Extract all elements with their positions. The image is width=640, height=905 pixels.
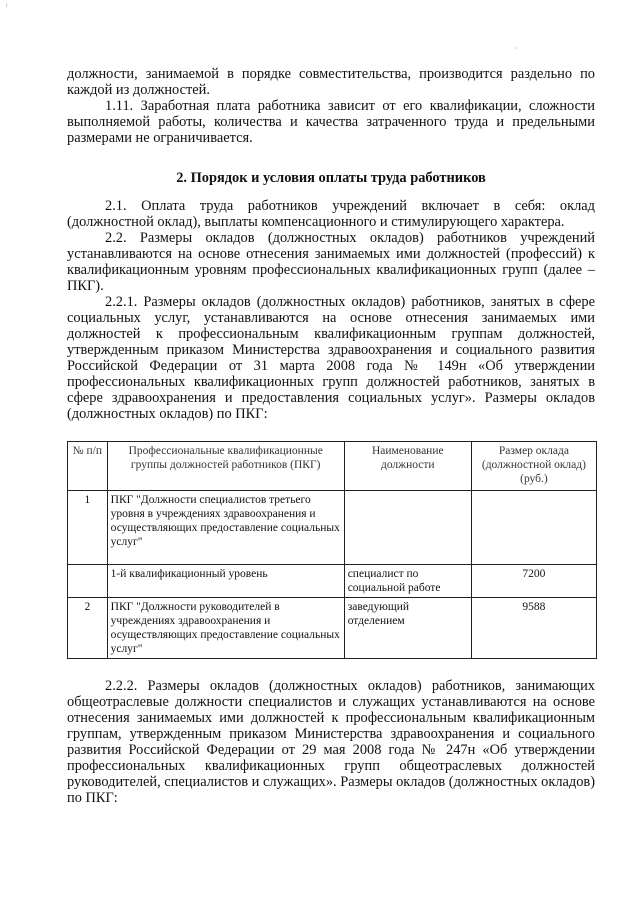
header-number: № п/п [68,442,108,491]
cell-number: 2 [68,598,108,659]
cell-group: ПКГ "Должности специалистов третьего уровня в учреждениях здравоохранения и осуществляющих предоставление социальных услуг" [107,491,344,565]
paragraph-1-11: 1.11. Заработная плата работника зависит от его квалификации, сложности выполняемой работы, количества и качества затраченного труда и предельными размерами не ограничивается. [67,98,595,146]
table-row [68,565,597,598]
table-row [68,598,597,659]
cell-position: специалист по социальной работе [344,565,471,598]
section-2-title: 2. Порядок и условия оплаты труда работников [176,170,486,186]
cell-number: 1 [68,491,108,565]
document-page [67,66,595,806]
paragraph-2-1: 2.1. Оплата труда работников учреждений включает в себя: оклад (должностной оклад), выплаты компенсационного и стимулирующего характера. [67,198,595,230]
cell-group: ПКГ "Должности руководителей в учреждениях здравоохранения и осуществляющих предоставление социальных услуг" [107,598,344,659]
table-header-row [68,442,597,491]
cell-group: 1-й квалификационный уровень [107,565,344,598]
header-salary: Размер оклада (должностной оклад) (руб.) [471,442,596,491]
cell-number [68,565,108,598]
pkg-salary-table [67,441,597,659]
header-position: Наименование должности [344,442,471,491]
cell-position: заведующий отделением [344,598,471,659]
paragraph-2-2-2: 2.2.2. Размеры окладов (должностных окладов) работников, занимающих общеотраслевые должности специалистов и служащих устанавливаются на основе отнесения занимаемых ими должностей к профессиональным квалификационным группам, утвержденным приказом Министерства здравоохранения и социального развития Российской Федерации от 29 мая 2008 года № 247н «Об утверждении профессиональных квалификационных групп общеотраслевых должностей руководителей, специалистов и служащих». Размеры окладов (должностных окладов) по ПКГ: [67,678,595,806]
scan-mark: · [514,44,517,53]
scan-mark: ˡ [6,2,8,11]
paragraph-2-2-1: 2.2.1. Размеры окладов (должностных окладов) работников, занятых в сфере социальных услуг, устанавливаются на основе отнесения занимаемых ими должностей к профессиональным квалификационным группам должностей, утвержденным приказом Министерства здравоохранения и социального развития Российской Федерации от 31 марта 2008 года № 149н «Об утверждении профессиональных квалификационных групп должностей работников, занятых в сфере здравоохранения и предоставления социальных услуг». Размеры окладов (должностных окладов) по ПКГ: [67,294,595,422]
cell-position [344,491,471,565]
table-row [68,491,597,565]
cell-salary [471,491,596,565]
header-group: Профессиональные квалификационные группы должностей работников (ПКГ) [107,442,344,491]
cell-salary: 7200 [471,565,596,598]
paragraph-intro: должности, занимаемой в порядке совместительства, производится раздельно по каждой из должностей. [67,66,595,98]
paragraph-2-2: 2.2. Размеры окладов (должностных окладов) работников учреждений устанавливаются на основе отнесения занимаемых ими должностей (профессий) к квалификационным уровням профессиональных квалификационных групп (далее – ПКГ). [67,230,595,294]
cell-salary: 9588 [471,598,596,659]
